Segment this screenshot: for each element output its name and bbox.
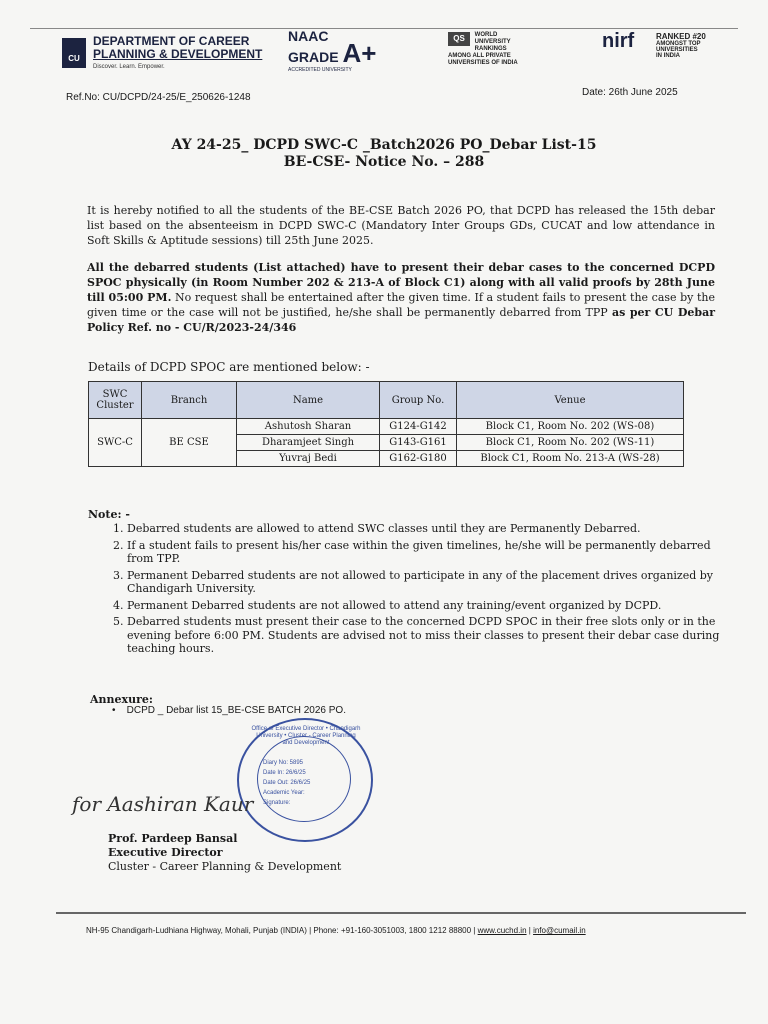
signatory-name: Prof. Pardeep Bansal: [108, 832, 238, 845]
venue-cell: Block C1, Room No. 213-A (WS-28): [457, 451, 684, 467]
reference-number: Ref.No: CU/DCPD/24-25/E_250626-1248: [66, 92, 251, 103]
table-header-row: [89, 382, 684, 419]
table-header: SWC Cluster: [89, 382, 142, 419]
footer-divider: [56, 912, 746, 914]
footer-email-link[interactable]: info@cumail.in: [533, 926, 586, 935]
footer-separator: |: [526, 926, 534, 935]
spoc-table: [88, 381, 684, 467]
venue-cell: Block C1, Room No. 202 (WS-08): [457, 419, 684, 435]
note-heading: Note: -: [88, 508, 130, 521]
group-cell: G124-G142: [380, 419, 457, 435]
venue-cell: Block C1, Room No. 202 (WS-11): [457, 435, 684, 451]
stamp-date-out: Date Out: 26/6/25: [263, 780, 311, 786]
rank-line2: UNIVERSITIES: [656, 47, 698, 53]
spoc-name: Dharamjeet Singh: [237, 435, 380, 451]
instruction-bold: All the debarred students (List attached) have to present their debar cases to the concerned DCPD SPOC physically (in Room Number 202 & 213-A of Block C1) along with all valid proofs by 28th June till 05:00 PM.: [87, 261, 715, 304]
table-header: Venue: [457, 382, 684, 419]
notice-title: AY 24-25_ DCPD SWC-C _Batch2026 PO_Debar List-15: [171, 137, 597, 153]
list-item: 1. Debarred students are allowed to attend SWC classes until they are Permanently Debarred.: [127, 522, 727, 536]
stamp-signature: Signature:: [263, 800, 291, 806]
qs-line3: RANKINGS: [474, 46, 507, 52]
rank-title: RANKED #20: [656, 32, 706, 41]
naac-grade: A+: [342, 38, 377, 68]
rank-line1: AMONGST TOP: [656, 41, 701, 47]
policy-reference: as per CU Debar Policy Ref. no - CU/R/2023-24/346: [87, 306, 716, 334]
dept-line2: PLANNING & DEVELOPMENT: [93, 47, 263, 61]
qs-line5: UNIVERSITIES OF INDIA: [448, 60, 518, 66]
dept-line1: DEPARTMENT OF CAREER: [93, 34, 250, 48]
intro-paragraph: It is hereby notified to all the students of the BE-CSE Batch 2026 PO, that DCPD has released the 15th debar list based on the absenteeism in DCPD SWC-C (Mandatory Inter Groups GDs, CUCAT and low attendance in Soft Skills & Aptitude sessions) till 25th June 2025.: [87, 204, 715, 247]
qs-line4: AMONG ALL PRIVATE: [448, 53, 511, 59]
instruction-paragraph: [87, 260, 715, 335]
signatory-cluster: Cluster - Career Planning & Development: [108, 860, 342, 873]
rank-line3: IN INDIA: [656, 53, 680, 59]
naac-label: NAAC: [288, 28, 329, 44]
nirf-rank: [656, 32, 706, 59]
list-item: 5. Debarred students must present their case to the concerned DCPD SPOC in their free slots only or in the evening before 6:00 PM. Students are advised not to miss their classes to present their debar case during teaching hours.: [127, 615, 727, 656]
list-item: 3. Permanent Debarred students are not allowed to participate in any of the placement drives organized by Chandigarh University.: [127, 569, 727, 596]
qs-line1: WORLD: [474, 32, 498, 38]
cu-logo: CU: [62, 38, 86, 68]
table-header: Group No.: [380, 382, 457, 419]
list-item: 2. If a student fails to present his/her case within the given timelines, he/she will be permanently debarred from TPP.: [127, 539, 727, 566]
naac-subtitle: ACCREDITED UNIVERSITY: [288, 67, 352, 73]
stamp-date-in: Date In: 26/6/25: [263, 770, 306, 776]
office-stamp: [237, 718, 373, 842]
notice-number: BE-CSE- Notice No. – 288: [283, 154, 485, 170]
spoc-name: Ashutosh Sharan: [237, 419, 380, 435]
annexure-text: DCPD _ Debar list 15_BE-CSE BATCH 2026 PO.: [126, 705, 346, 716]
branch-cell: BE CSE: [142, 419, 237, 467]
footer-address: NH-95 Chandigarh-Ludhiana Highway, Mohali, Punjab (INDIA) | Phone: +91-160-3051003, 1800 1212 88800 |: [86, 926, 478, 935]
dept-tagline: Discover. Learn. Empower.: [93, 64, 165, 70]
qs-line2: UNIVERSITY: [474, 39, 511, 45]
notes-list: [105, 522, 727, 659]
cluster-cell: SWC-C: [89, 419, 142, 467]
nirf-logo: nirf: [602, 30, 635, 52]
stamp-fields: [263, 758, 310, 808]
list-item: 4. Permanent Debarred students are not allowed to attend any training/event organized by DCPD.: [127, 599, 727, 613]
table-header: Name: [237, 382, 380, 419]
signatory-role: Executive Director: [108, 846, 223, 859]
stamp-academic-year: Academic Year:: [263, 790, 305, 796]
qs-ranking-logo: [448, 32, 518, 67]
naac-grade-label: GRADE: [288, 49, 339, 65]
naac-logo: [288, 30, 376, 76]
stamp-ring-text: Office of Executive Director • Chandigarh University • Cluster - Career Planning and Development: [251, 726, 361, 746]
handwritten-signature: for Aashiran Kaur: [72, 792, 254, 816]
instruction-normal: No request shall be entertained after the given time. If a student fails to present the case by the given time or the case will not be justified, he/she shall be permanently debarred from TPP: [87, 291, 715, 319]
table-header: Branch: [142, 382, 237, 419]
footer-website-link[interactable]: www.cuchd.in: [477, 926, 527, 935]
top-divider: [30, 28, 738, 29]
spoc-name: Yuvraj Bedi: [237, 451, 380, 467]
table-row: [89, 419, 684, 435]
department-name: [93, 35, 262, 74]
annexure-heading: Annexure:: [90, 693, 153, 706]
details-label: Details of DCPD SPOC are mentioned below: -: [88, 360, 370, 374]
footer: [86, 926, 586, 935]
stamp-diary-no: Diary No: 5895: [263, 760, 304, 766]
notice-date: Date: 26th June 2025: [582, 87, 678, 98]
qs-badge-icon: QS: [448, 32, 470, 46]
annexure-item: • DCPD _ Debar list 15_BE-CSE BATCH 2026 PO.: [112, 705, 346, 716]
group-cell: G162-G180: [380, 451, 457, 467]
group-cell: G143-G161: [380, 435, 457, 451]
